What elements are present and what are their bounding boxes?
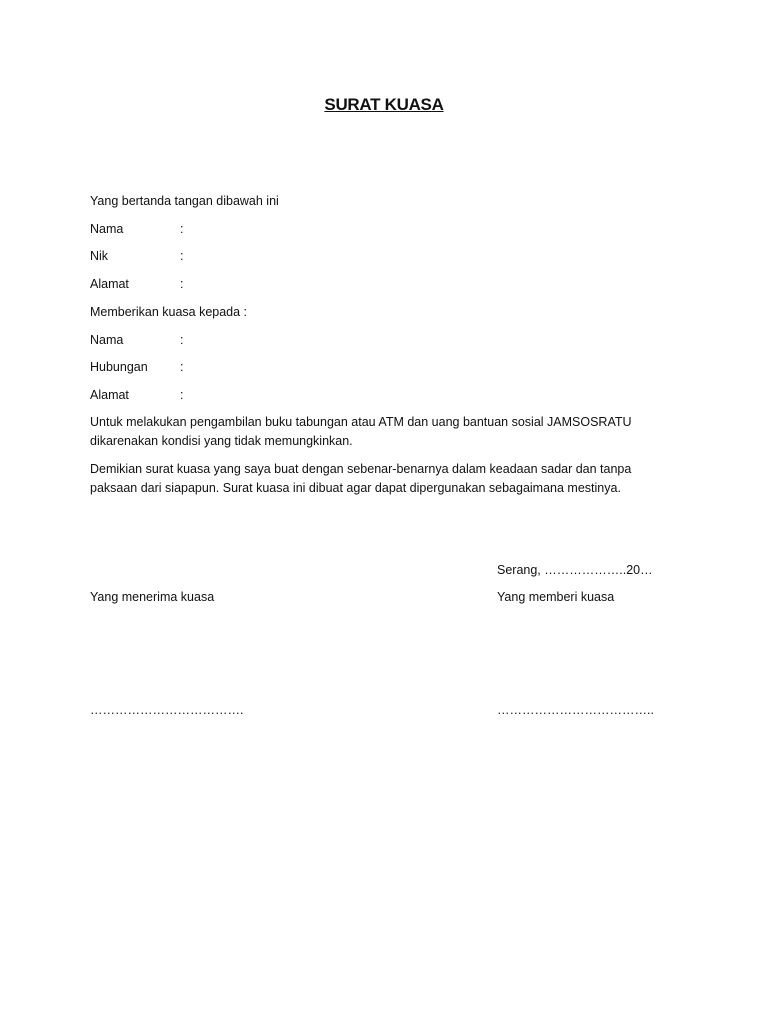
penerima-alamat-label: Alamat [90, 388, 129, 402]
pemberi-nik-label: Nik [90, 249, 109, 263]
left-signature-line: ………………………………. [90, 703, 244, 717]
penerima-nama-label: Nama [90, 333, 124, 347]
penerima-nama-colon: : [180, 333, 184, 347]
pemberi-nik-colon: : [180, 249, 184, 263]
pemberi-alamat-label: Alamat [90, 277, 129, 291]
intro-text: Yang bertanda tangan dibawah ini [90, 194, 279, 208]
document-title: SURAT KUASA [324, 95, 444, 114]
pemberi-alamat-row [90, 275, 183, 293]
right-signature-line: ……………………………….. [497, 703, 654, 717]
penerima-hubungan-row [90, 358, 183, 376]
pemberi-nama-row [90, 220, 183, 238]
pemberi-nik-row [90, 247, 183, 265]
penerima-nama-row [90, 331, 183, 349]
closing-paragraph: Demikian surat kuasa yang saya buat dengan sebenar-benarnya dalam keadaan sadar dan tanpa paksaan dari siapapun. Surat kuasa ini dibuat agar dapat dipergunakan sebagaimana mestinya. [90, 462, 632, 495]
right-signer-label: Yang memberi kuasa [497, 590, 615, 604]
pemberi-nama-label: Nama [90, 222, 124, 236]
pemberi-alamat-colon: : [180, 277, 184, 291]
left-signer-label: Yang menerima kuasa [90, 590, 215, 604]
penerima-hubungan-label: Hubungan [90, 360, 148, 374]
penerima-hubungan-colon: : [180, 360, 184, 374]
pemberi-nama-colon: : [180, 222, 184, 236]
penerima-alamat-colon: : [180, 388, 184, 402]
place-date: Serang, ………………..20… [497, 563, 653, 577]
kuasa-kepada-text: Memberikan kuasa kepada : [90, 305, 248, 319]
penerima-alamat-row [90, 386, 183, 404]
purpose-paragraph: Untuk melakukan pengambilan buku tabungan atau ATM dan uang bantuan sosial JAMSOSRATU dikarenakan kondisi yang tidak memungkinkan. [90, 415, 632, 448]
